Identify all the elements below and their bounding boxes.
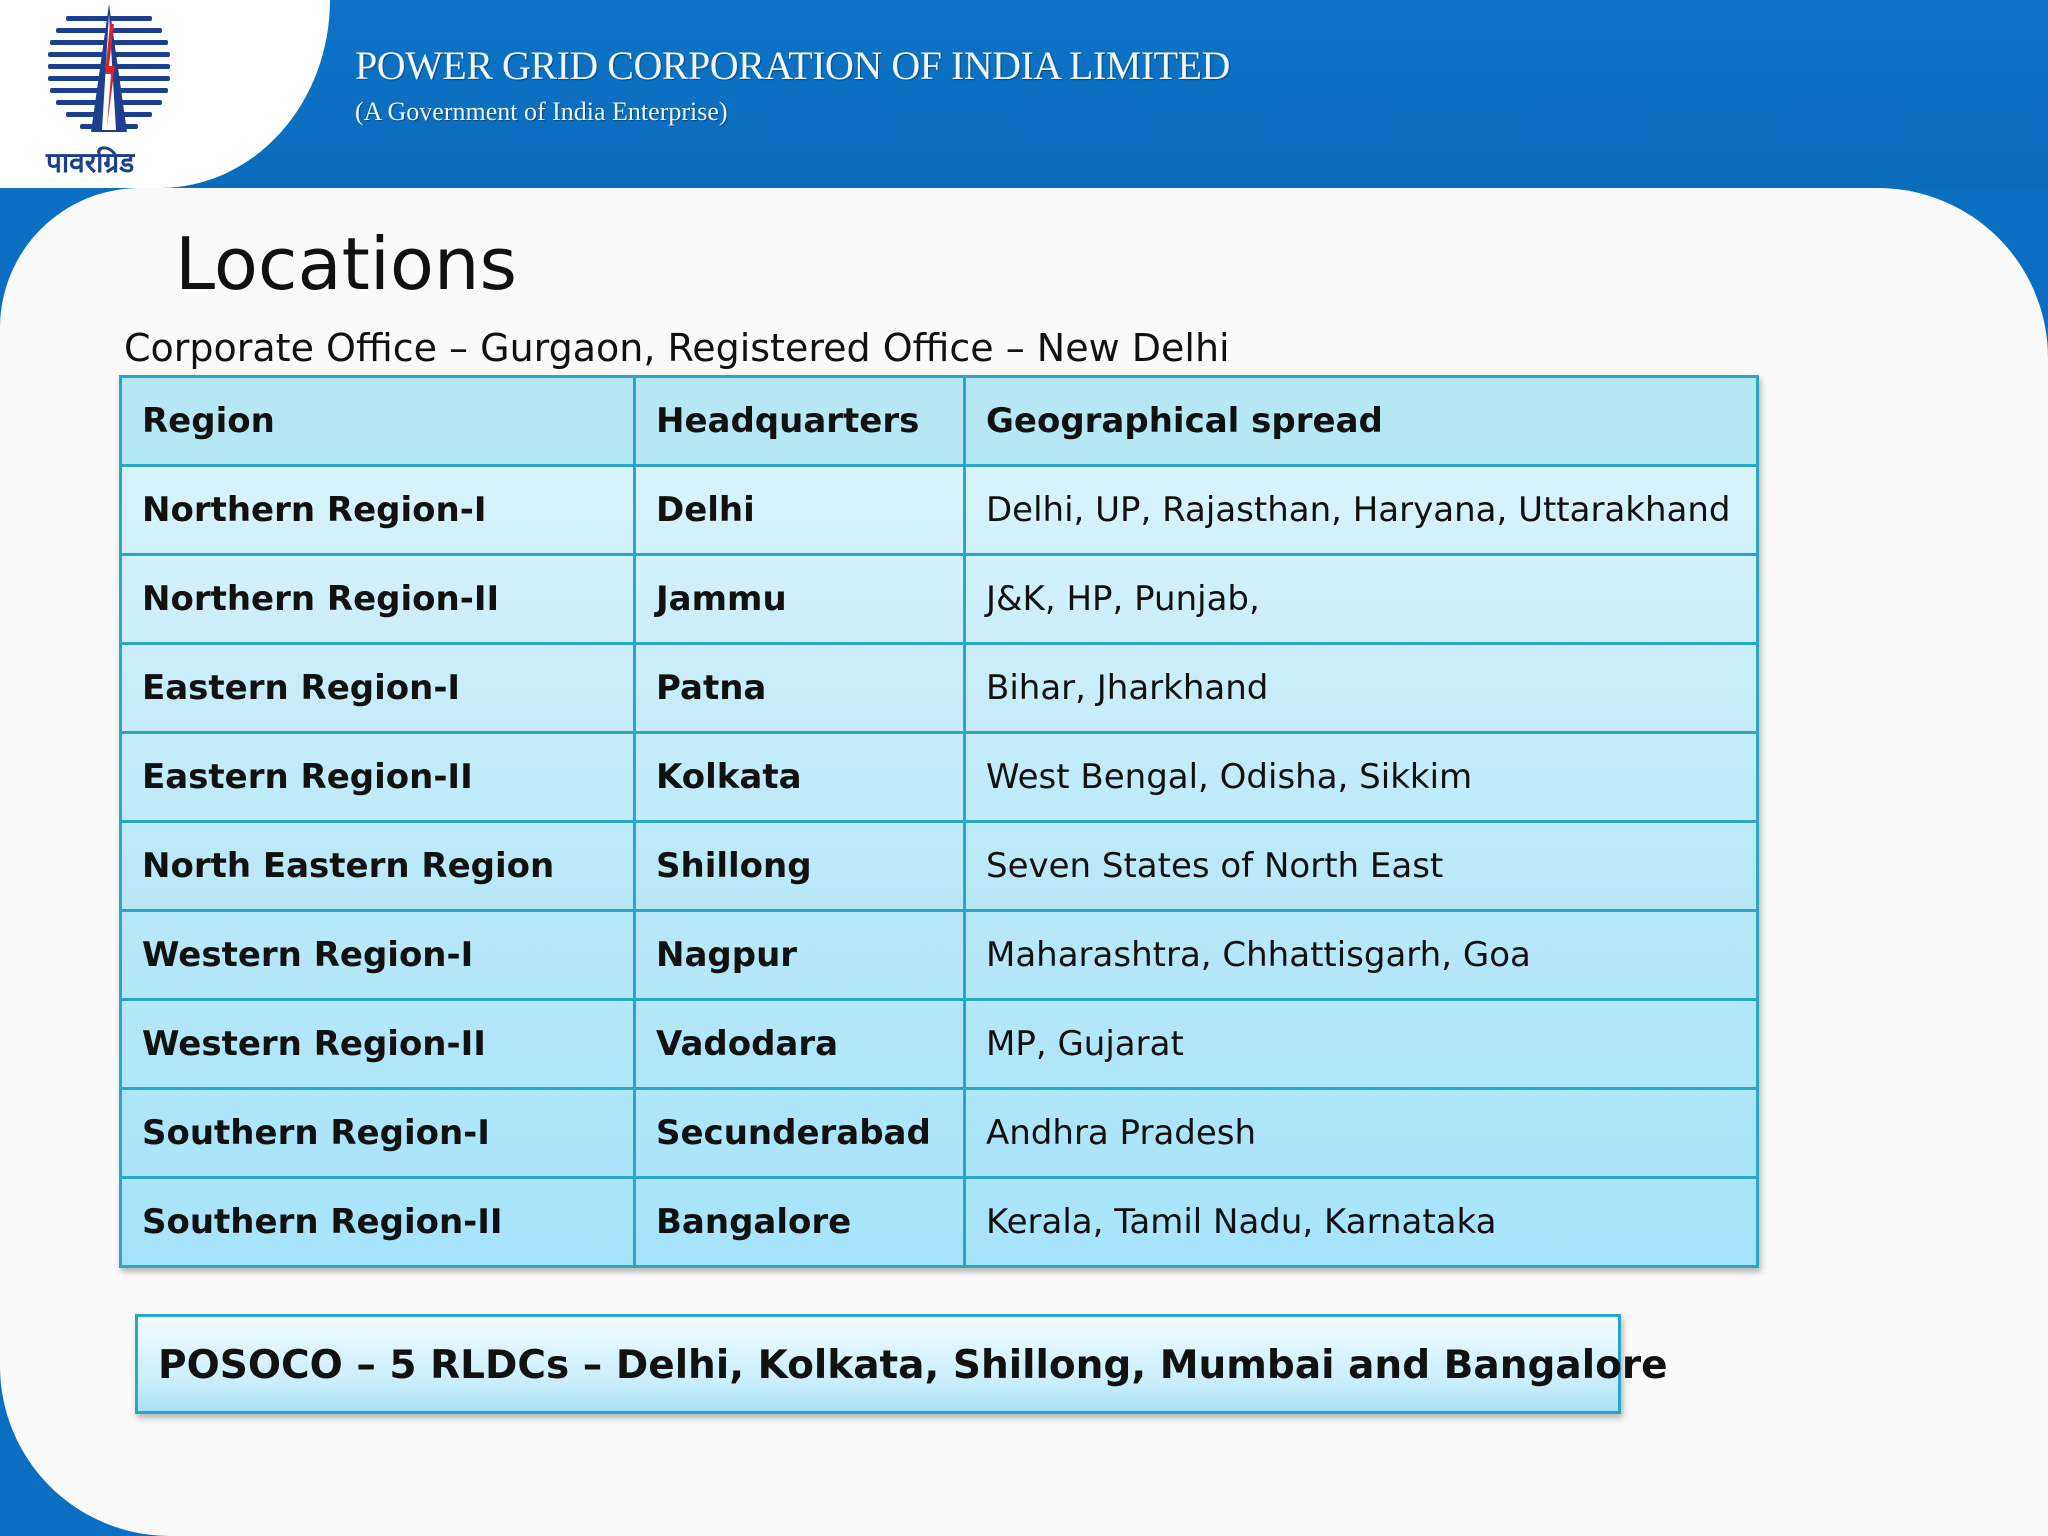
page-title: Locations bbox=[175, 222, 518, 306]
logo-text: पावरग्रिड bbox=[46, 146, 135, 179]
locations-table bbox=[119, 375, 1759, 1268]
headquarters-cell: Vadodara bbox=[635, 1000, 965, 1089]
headquarters-cell: Delhi bbox=[635, 466, 965, 555]
region-cell: Western Region-II bbox=[121, 1000, 635, 1089]
posoco-callout bbox=[135, 1314, 1668, 1414]
headquarters-cell: Bangalore bbox=[635, 1178, 965, 1267]
table-header-row bbox=[121, 377, 1758, 466]
company-name: POWER GRID CORPORATION OF INDIA LIMITED bbox=[355, 43, 1230, 88]
headquarters-cell: Kolkata bbox=[635, 733, 965, 822]
spread-cell: Andhra Pradesh bbox=[965, 1089, 1758, 1178]
company-subtitle: (A Government of India Enterprise) bbox=[355, 97, 728, 126]
spread-cell: Maharashtra, Chhattisgarh, Goa bbox=[965, 911, 1758, 1000]
region-cell: Northern Region-II bbox=[121, 555, 635, 644]
table-row bbox=[121, 555, 1758, 644]
table-row bbox=[121, 822, 1758, 911]
spread-cell: West Bengal, Odisha, Sikkim bbox=[965, 733, 1758, 822]
table-row bbox=[121, 733, 1758, 822]
region-cell: Western Region-I bbox=[121, 911, 635, 1000]
headquarters-cell: Shillong bbox=[635, 822, 965, 911]
spread-cell: Kerala, Tamil Nadu, Karnataka bbox=[965, 1178, 1758, 1267]
posoco-text: POSOCO – 5 RLDCs – Delhi, Kolkata, Shillong, Mumbai and Bangalore bbox=[158, 1343, 1668, 1388]
region-cell: Eastern Region-I bbox=[121, 644, 635, 733]
region-cell: Northern Region-I bbox=[121, 466, 635, 555]
table-row bbox=[121, 1178, 1758, 1267]
table-row bbox=[121, 1000, 1758, 1089]
headquarters-cell: Secunderabad bbox=[635, 1089, 965, 1178]
spread-cell: Seven States of North East bbox=[965, 822, 1758, 911]
header-region: Region bbox=[121, 377, 635, 466]
header-headquarters: Headquarters bbox=[635, 377, 965, 466]
table-row bbox=[121, 1089, 1758, 1178]
headquarters-cell: Nagpur bbox=[635, 911, 965, 1000]
headquarters-cell: Jammu bbox=[635, 555, 965, 644]
powergrid-logo bbox=[44, 4, 194, 182]
spread-cell: MP, Gujarat bbox=[965, 1000, 1758, 1089]
spread-cell: J&K, HP, Punjab, bbox=[965, 555, 1758, 644]
office-subtitle: Corporate Office – Gurgaon, Registered Office – New Delhi bbox=[124, 326, 1230, 370]
region-cell: Eastern Region-II bbox=[121, 733, 635, 822]
spread-cell: Delhi, UP, Rajasthan, Haryana, Uttarakhand bbox=[965, 466, 1758, 555]
header-geographical-spread: Geographical spread bbox=[965, 377, 1758, 466]
headquarters-cell: Patna bbox=[635, 644, 965, 733]
table-row bbox=[121, 466, 1758, 555]
table-row bbox=[121, 911, 1758, 1000]
spread-cell: Bihar, Jharkhand bbox=[965, 644, 1758, 733]
table-row bbox=[121, 644, 1758, 733]
region-cell: North Eastern Region bbox=[121, 822, 635, 911]
region-cell: Southern Region-I bbox=[121, 1089, 635, 1178]
region-cell: Southern Region-II bbox=[121, 1178, 635, 1267]
